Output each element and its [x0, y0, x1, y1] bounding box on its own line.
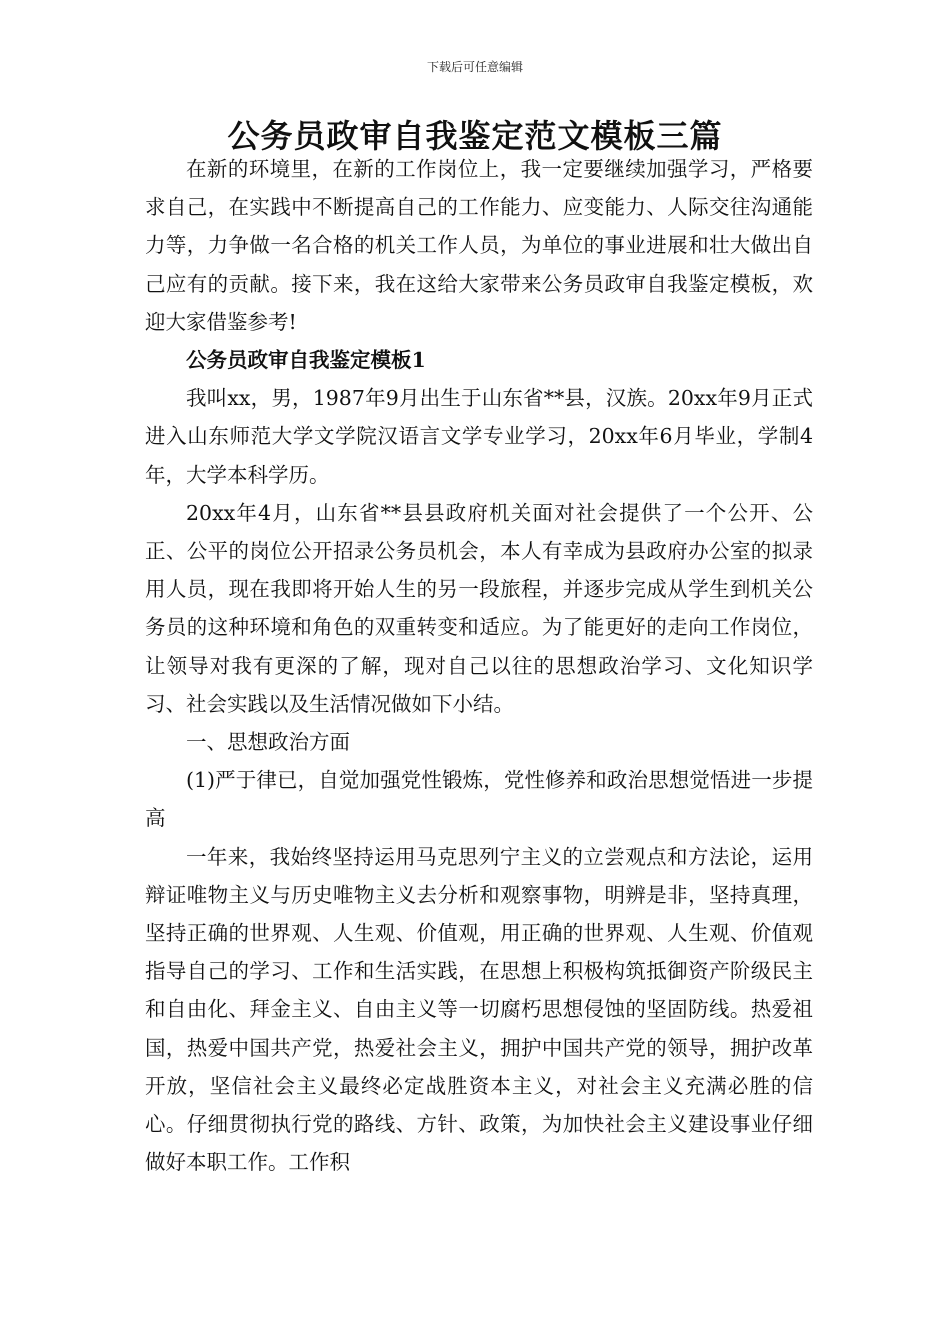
body-paragraph: 一年来，我始终坚持运用马克思列宁主义的立尝观点和方法论，运用辩证唯物主义与历史唯物主义去分析和观察事物，明辨是非，坚持真理，坚持正确的世界观、人生观、价值观，用正确的世界观、人生观、价值观指导自己的学习、工作和生活实践，在思想上积极构筑抵御资产阶级民主和自由化、拜金主义、自由主义等一切腐朽思想侵蚀的坚固防线。热爱祖国，热爱中国共产党，热爱社会主义，拥护中国共产党的领导，拥护改革开放，坚信社会主义最终必定战胜资本主义，对社会主义充满必胜的信心。仔细贯彻执行党的路线、方针、政策，为加快社会主义建设事业仔细做好本职工作。工作积	[145, 844, 813, 1175]
body-paragraph: 我叫xx，男，1987年9月出生于山东省**县，汉族。20xx年9月正式进入山东师范大学文学院汉语言文学专业学习，20xx年6月毕业，学制4年，大学本科学历。	[145, 386, 813, 487]
subsection-heading: 一、思想政治方面	[186, 730, 350, 755]
document-title: 公务员政审自我鉴定范文模板三篇	[227, 117, 723, 155]
body-paragraph: 20xx年4月，山东省**县县政府机关面对社会提供了一个公开、公正、公平的岗位公开招录公务员机会，本人有幸成为县政府办公室的拟录用人员，现在我即将开始人生的另一段旅程，并逐步完成从学生到机关公务员的这种环境和角色的双重转变和适应。为了能更好的走向工作岗位，让领导对我有更深的了解，现对自己以往的思想政治学习、文化知识学习、社会实践以及生活情况做如下小结。	[145, 500, 813, 716]
document-body	[145, 150, 813, 1181]
header-note: 下载后可任意编辑	[426, 60, 523, 74]
section-heading: 公务员政审自我鉴定模板1	[186, 348, 426, 373]
intro-paragraph: 在新的环境里，在新的工作岗位上，我一定要继续加强学习，严格要求自己，在实践中不断提高自己的工作能力、应变能力、人际交往沟通能力等，力争做一名合格的机关工作人员，为单位的事业进展和壮大做出自己应有的贡献。接下来，我在这给大家带来公务员政审自我鉴定模板，欢迎大家借鉴参考!	[145, 157, 813, 334]
subsection-item: (1)严于律已，自觉加强党性锻炼，党性修养和政治思想觉悟进一步提高	[145, 768, 813, 831]
